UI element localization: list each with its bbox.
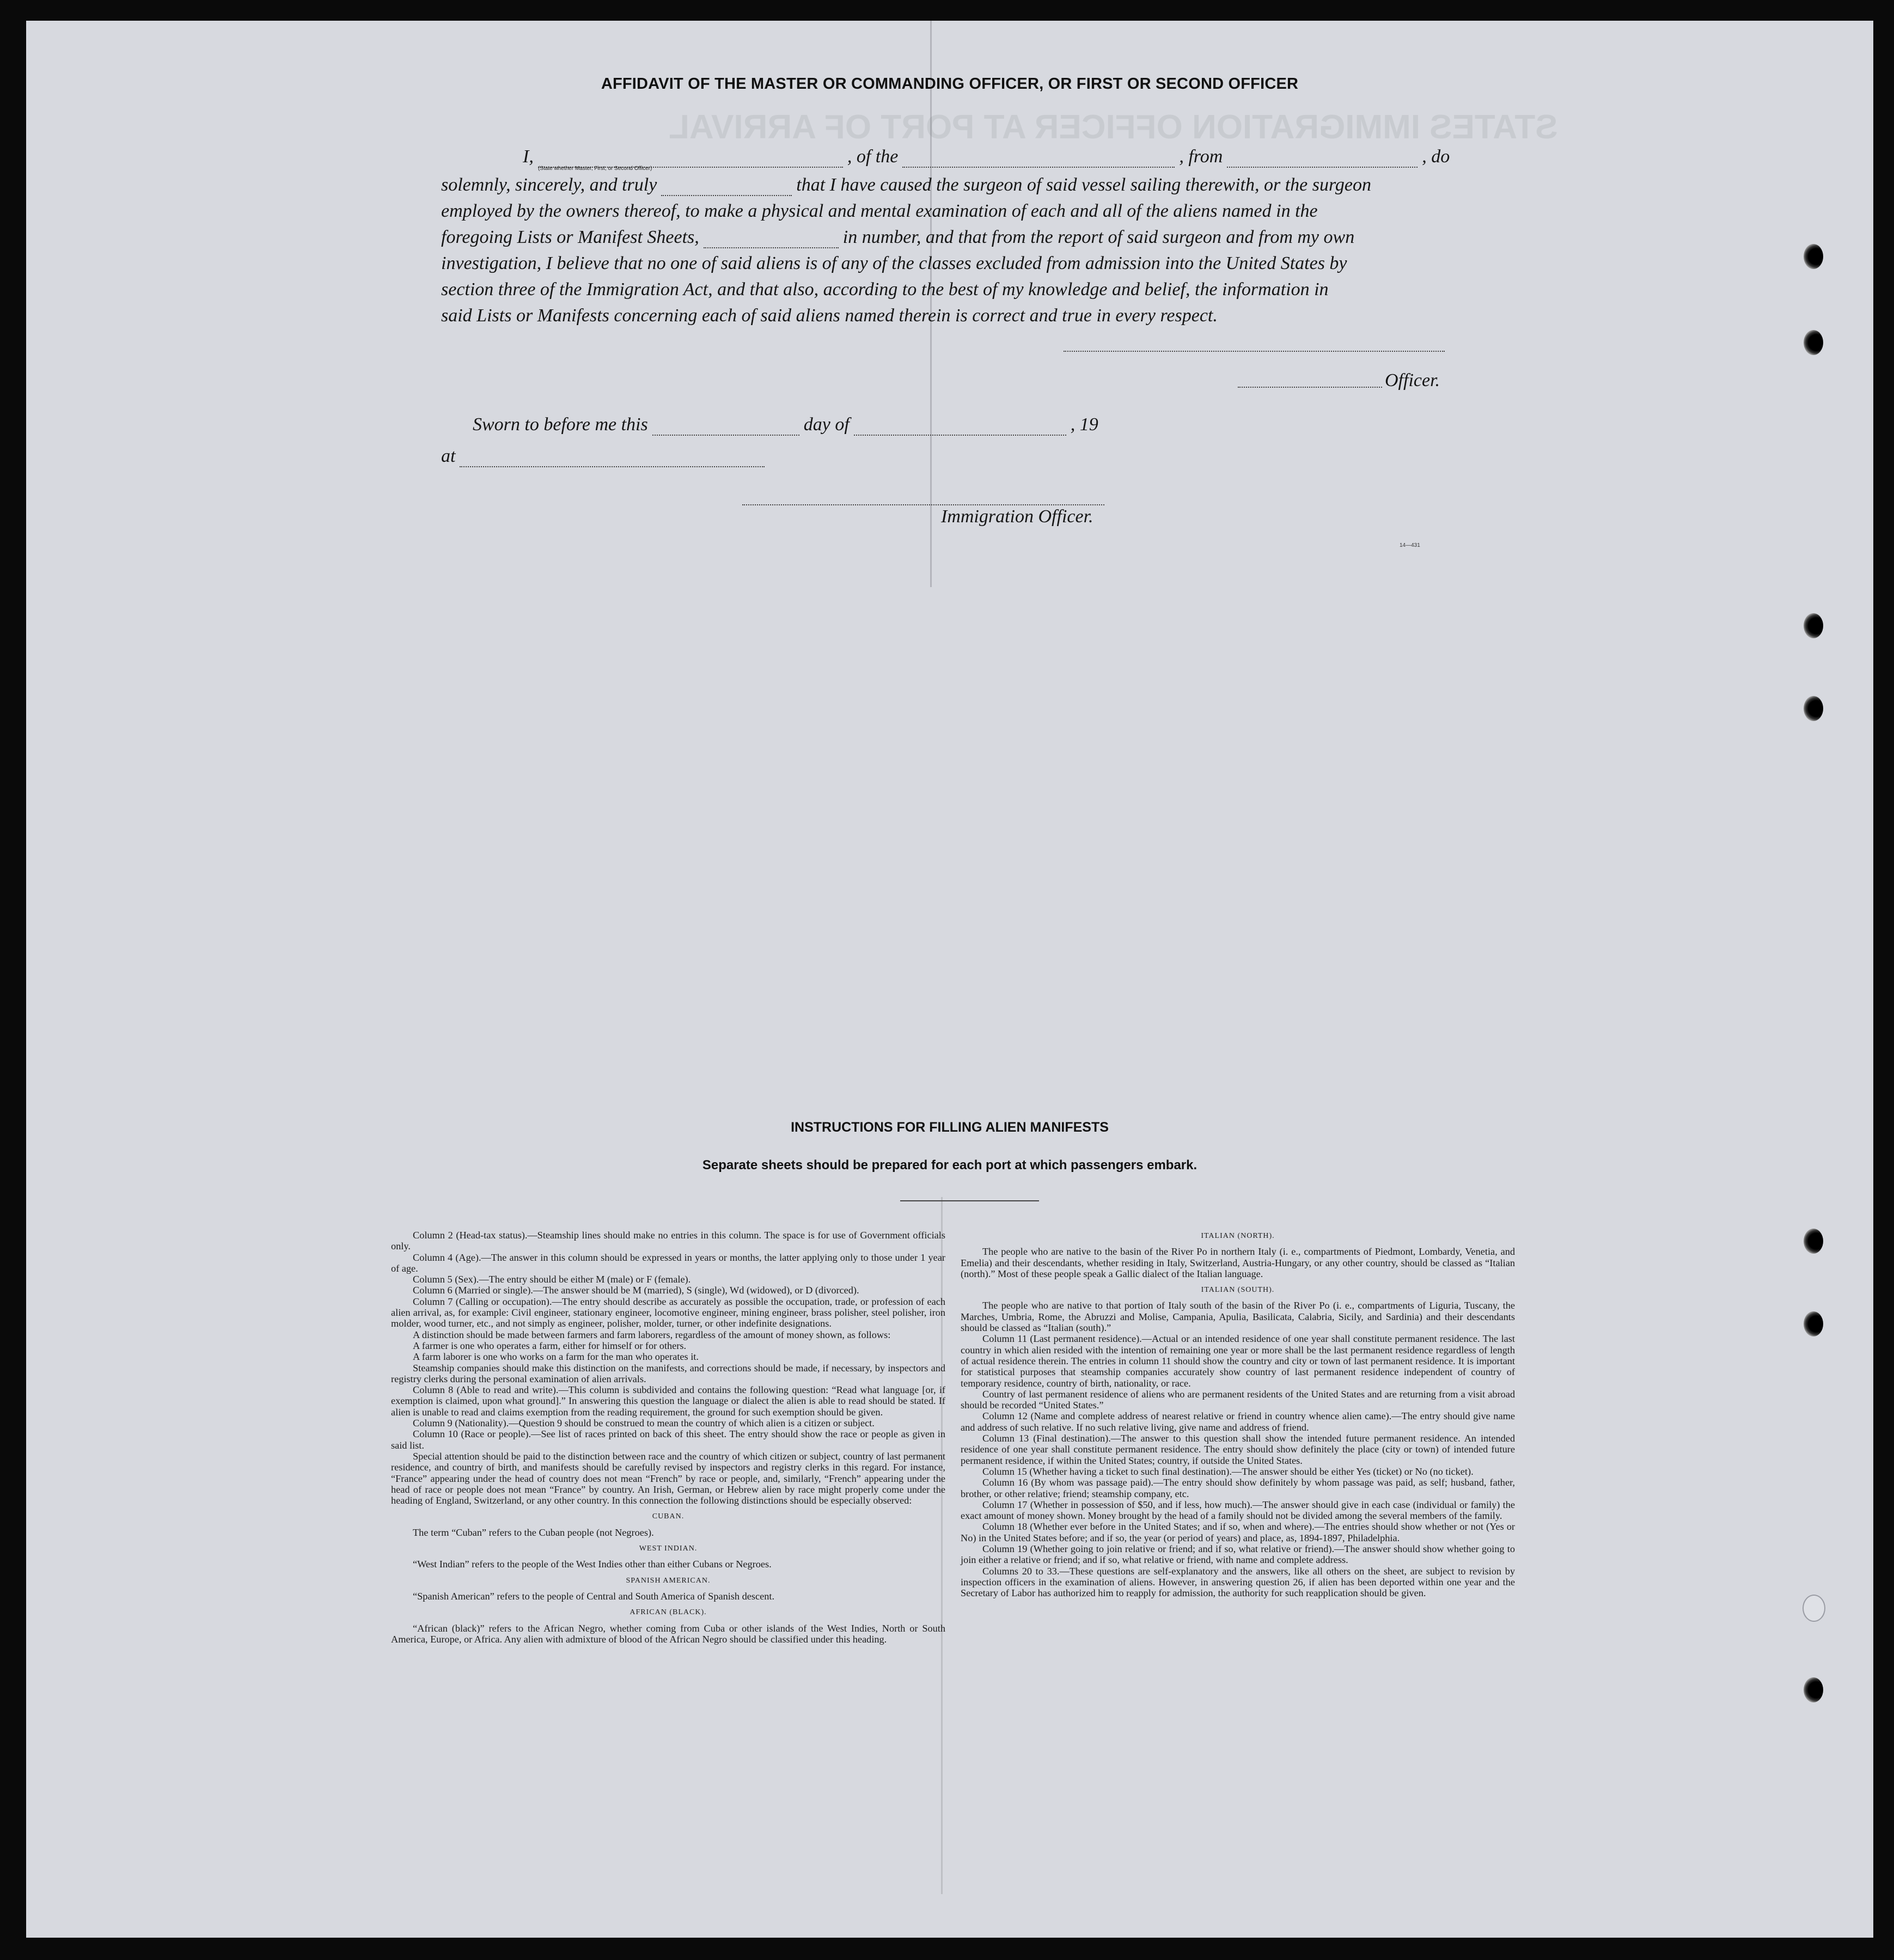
instruction-paragraph: A farmer is one who operates a farm, either for himself or for others. [413, 1340, 687, 1351]
instruction-paragraph: Columns 20 to 33.—These questions are self-explanatory and the answers, like all others on the sheet, are subject to revision by inspection officers in the examination of aliens. However, in answering question 26, if alien has been deported within one year and the Secretary of Labor has authorized him to reapply for admission, the authority for such reapplication should be given. [961, 1565, 1515, 1599]
instruction-paragraph: Column 7 (Calling or occupation).—The entry should describe as accurately as possible the occupation, trade, or profession of each alien arrival, as, for example: Civil engineer, stationary engineer, locomotive engineer, mining engineer, brass polisher, steel polisher, iron molder, wood turner, etc., and not simply as engineer, polisher, molder, turner, or other indefinite designations. [391, 1296, 945, 1329]
punch-hole [1803, 1595, 1825, 1622]
instruction-paragraph: Country of last permanent residence of aliens who are permanent residents of the United States and are returning from a visit abroad should be recorded “United States.” [961, 1388, 1515, 1411]
punch-hole [1804, 696, 1823, 721]
instruction-paragraph: Column 17 (Whether in possession of $50, and if less, how much).—The answer should give in each case (individual or family) the exact amount of money shown. Money brought by the head of a family should not be divided among the several members of the family. [961, 1499, 1515, 1522]
instruction-paragraph: The term “Cuban” refers to the Cuban people (not Negroes). [413, 1527, 654, 1538]
instruction-paragraph: Special attention should be paid to the distinction between race and the country of which citizen or subject, country of last permanent residence, and country of birth, and manifests should be carefully revised by inspectors and registry clerks in this regard. For instance, “France” appearing under the head of country does not mean “French” by race or people, and, similarly, “French” appearing under the head of race or people does not mean “France” by country. An Irish, German, or Hebrew alien by race might properly come under the heading of England, Switzerland, or any other country. In this connection the following distinctions should be especially observed: [391, 1450, 945, 1506]
instruction-paragraph: Column 6 (Married or single).—The answer should be M (married), S (single), Wd (widowed), or D (divorced). [413, 1285, 859, 1296]
instruction-paragraph: Column 12 (Name and complete address of nearest relative or friend in country whence alien came).—The entry should give name and address of such relative. If no such relative living, give name and address of friend. [961, 1411, 1515, 1433]
instructions-title: INSTRUCTIONS FOR FILLING ALIEN MANIFESTS [791, 1120, 1109, 1135]
instruction-paragraph: Column 19 (Whether going to join relative or friend; and if so, what relative or friend).—The answer should show whether going to join either a relative or friend; and if so, what relative or friend, with name and complete address. [961, 1543, 1515, 1566]
instruction-paragraph: Column 9 (Nationality).—Question 9 should be construed to mean the country of which alien is a citizen or subject. [413, 1418, 875, 1429]
immigration-officer-label: Immigration Officer. [941, 506, 1093, 527]
affidavit-line: employed by the owners thereof, to make a physical and mental examination of each and all of the aliens named in the [441, 201, 1318, 221]
section-heading: WEST INDIAN. [639, 1544, 698, 1553]
affidavit-line: solemnly, sincerely, and truly that I have caused the surgeon of said vessel sailing therewith, or the surgeon [441, 175, 1372, 195]
instruction-paragraph: Column 18 (Whether ever before in the United States; and if so, when and where).—The entries should show whether or not (Yes or No) in the United States before; and if so, the year (or period of years) and place, as, 1894-1897, Philadelphia. [961, 1521, 1515, 1543]
bleed-through-text: STATES IMMIGRATION OFFICER AT PORT OF ARRIVAL [669, 108, 1558, 146]
affidavit-line: investigation, I believe that no one of said aliens is of any of the classes excluded from admission into the United States by [441, 253, 1347, 273]
instruction-paragraph: “Spanish American” refers to the people of Central and South America of Spanish descent. [413, 1590, 775, 1602]
affidavit-title: AFFIDAVIT OF THE MASTER OR COMMANDING OFFICER, OR FIRST OR SECOND OFFICER [601, 75, 1299, 93]
instructions-subtitle: Separate sheets should be prepared for each port at which passengers embark. [702, 1158, 1198, 1173]
manifest-sheet [26, 21, 1873, 1938]
instruction-paragraph: Column 10 (Race or people).—See list of races printed on back of this sheet. The entry should show the race or people as given in said list. [391, 1428, 945, 1451]
instruction-paragraph: Column 11 (Last permanent residence).—Actual or an intended residence of one year shall constitute permanent residence. The last country in which alien resided with the intention of remaining one year or more shall be the last permanent residence regardless of length of actual residence therein. The entries in column 11 should show the country and city or town of last permanent residence. It is important for statistical purposes that steamship companies accurately show country of last permanent residence independent of country of temporary residence, country of birth, nationality, or race. [961, 1333, 1515, 1389]
section-heading: ITALIAN (NORTH). [1201, 1232, 1275, 1240]
punch-hole [1804, 1311, 1823, 1336]
affidavit-line: I, , of the , from , do [523, 146, 1450, 167]
instruction-paragraph: Column 15 (Whether having a ticket to such final destination).—The answer should be either Yes (ticket) or No (no ticket). [982, 1466, 1474, 1477]
instructions-left-column [391, 1230, 945, 1645]
sworn-line: Sworn to before me this day of , 19 [473, 414, 1098, 435]
instructions-right-column [961, 1225, 1515, 1599]
affidavit-line: section three of the Immigration Act, and that also, according to the best of my knowledge and belief, the information in [441, 279, 1329, 300]
officer-label: Officer. [1385, 370, 1440, 390]
instruction-paragraph: A distinction should be made between farmers and farm laborers, regardless of the amount of money shown, as follows: [413, 1329, 891, 1340]
instruction-paragraph: Column 8 (Able to read and write).—This column is subdivided and contains the following question: “Read what language [or, if exemption is claimed, upon what ground].” In answering this question the language or dialect the alien is able to read should be stated. If alien is unable to read and claims exemption from the reading requirement, the ground for such exemption should be given. [391, 1384, 945, 1418]
punch-hole [1804, 244, 1823, 269]
section-heading: CUBAN. [652, 1512, 685, 1521]
punch-hole [1804, 330, 1823, 355]
instruction-paragraph: The people who are native to the basin of the River Po in northern Italy (i. e., compartments of Piedmont, Lombardy, Venetia, and Emelia) and their descendants, whether residing in Italy, Switzerland, Austria-Hungary, or any other country, should be classed as “Italian (north).” Most of these people speak a Gallic dialect of the Italian language. [961, 1246, 1515, 1279]
punch-hole [1804, 613, 1823, 638]
instruction-paragraph: The people who are native to that portion of Italy south of the basin of the River Po (i. e., compartments of Liguria, Tuscany, the Marches, Umbria, Rome, the Abruzzi and Molise, Campania, Apulia, Basilicata, Calabria, Sicily, and Sardinia) and their descendants should be classed as “Italian (south).” [961, 1300, 1515, 1334]
instruction-paragraph: “African (black)” refers to the African Negro, whether coming from Cuba or other islands of the West Indies, North or South America, Europe, or Africa. Any alien with admixture of blood of the African Negro should be classified under this heading. [391, 1622, 945, 1645]
instruction-paragraph: Column 16 (By whom was passage paid).—The entry should show definitely by whom passage was paid, as self; husband, father, brother, or other relative; friend; steamship company, etc. [961, 1477, 1515, 1499]
instruction-paragraph: Column 2 (Head-tax status).—Steamship lines should make no entries in this column. The space is for use of Government officials only. [391, 1230, 945, 1252]
section-heading: SPANISH AMERICAN. [626, 1576, 711, 1585]
affidavit-line: said Lists or Manifests concerning each of said aliens named therein is correct and true in every respect. [441, 306, 1218, 326]
officer-signature-line [1064, 350, 1445, 352]
punch-hole [1804, 1229, 1823, 1254]
instruction-paragraph: Column 13 (Final destination).—The answer to this question shall show the intended future permanent residence. An intended residence of one year shall constitute permanent residence. The entry should show definitely the place (city or town) of intended future permanent residence, if within the United States; country, if outside the United States. [961, 1433, 1515, 1466]
officer-note: (State whether Master, First, or Second Officer) [538, 166, 652, 172]
instruction-paragraph: Column 5 (Sex).—The entry should be either M (male) or F (female). [413, 1274, 691, 1285]
form-number: 14—431 [1400, 542, 1420, 548]
fold-crease [930, 21, 932, 587]
officer-signature-line [1238, 386, 1382, 388]
divider [900, 1200, 1039, 1201]
immigration-officer-signature-line [742, 503, 1104, 505]
punch-hole [1804, 1677, 1823, 1702]
section-heading: ITALIAN (SOUTH). [1201, 1286, 1275, 1295]
affidavit-line: foregoing Lists or Manifest Sheets, in number, and that from the report of said surgeon and from my own [441, 227, 1355, 247]
instruction-paragraph: “West Indian” refers to the people of the West Indies other than either Cubans or Negroes. [413, 1559, 772, 1570]
at-line: at [441, 445, 822, 467]
section-heading: AFRICAN (BLACK). [630, 1608, 707, 1617]
instruction-paragraph: Steamship companies should make this distinction on the manifests, and corrections should be made, if necessary, by inspectors and registry clerks during the personal examination of alien arrivals. [391, 1362, 945, 1384]
instruction-paragraph: Column 4 (Age).—The answer in this column should be expressed in years or months, the latter applying only to those under 1 year of age. [391, 1251, 945, 1274]
instruction-paragraph: A farm laborer is one who works on a farm for the man who operates it. [413, 1351, 699, 1363]
